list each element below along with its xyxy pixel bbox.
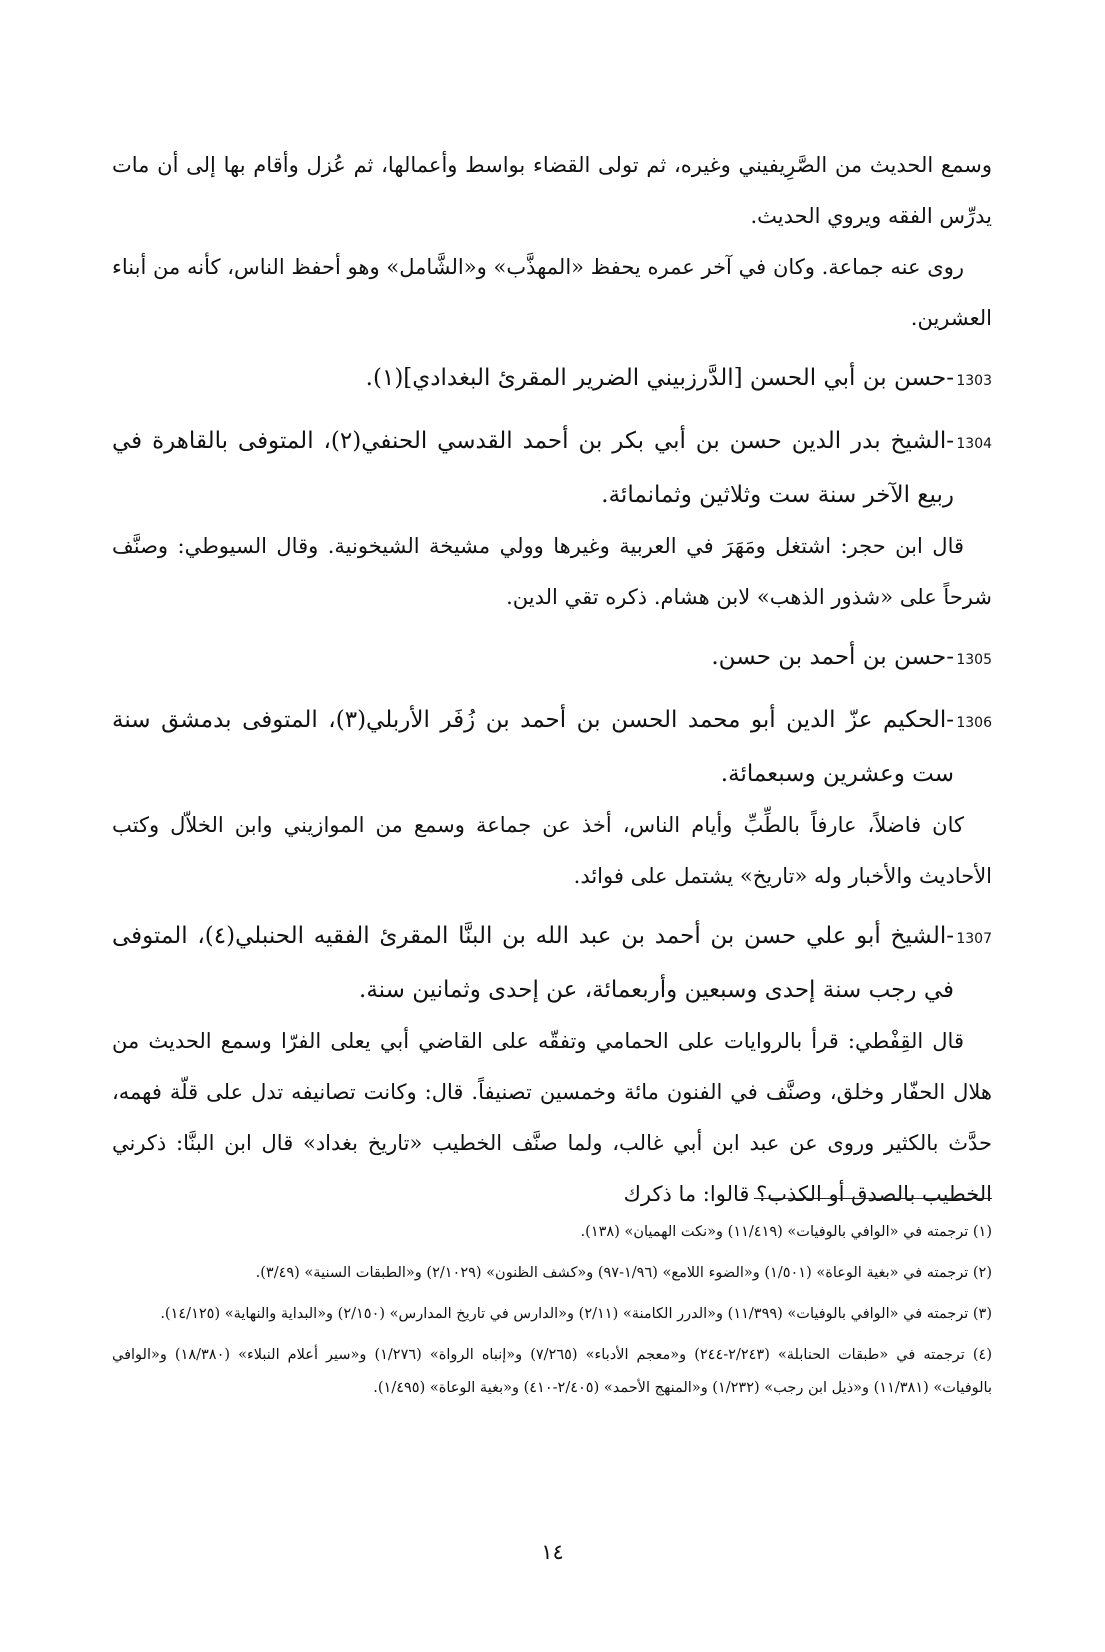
- entry-1306: [112, 695, 992, 800]
- footnote-1: (١) ترجمته في «الوافي بالوفيات» (١١/٤١٩) و«نكت الهميان» (١٣٨).: [580, 1224, 992, 1240]
- footnotes: [112, 1216, 992, 1413]
- entry-text: -الشيخ بدر الدين حسن بن أبي بكر بن أحمد القدسي الحنفي(٢)، المتوفى بالقاهرة في ربيع الآخر سنة ست وثلاثين وثمانمائة.: [112, 428, 955, 508]
- footnote-2: (٢) ترجمته في «بغية الوعاة» (١/٥٠١) و«الضوء اللامع» (١/٩٦-٩٧) و«كشف الظنون» (٢/١٠٢٩) و«الطبقات السنية» (٣/٤٩).: [255, 1265, 992, 1281]
- paragraph: روى عنه جماعة. وكان في آخر عمره يحفظ «المهذَّب» و«الشَّامل» وهو أحفظ الناس، كأنه من أبناء العشرين.: [112, 255, 992, 330]
- entry-number: 1307: [956, 931, 992, 947]
- entry-1307: [112, 911, 992, 1016]
- paragraph: قال ابن حجر: اشتغل ومَهَرَ في العربية وغيرها وولي مشيخة الشيخونية. وقال السيوطي: وصنَّف شرحاً على «شذور الذهب» لابن هشام. ذكره تقي الدين.: [112, 534, 992, 609]
- entry-number: 1303: [956, 373, 992, 389]
- footnote-separator: [754, 1198, 992, 1199]
- paragraph: كان فاضلاً، عارفاً بالطِّبِّ وأيام الناس، أخذ عن جماعة وسمع من الموازيني وابن الخلاّل وكتب الأحاديث والأخبار وله «تاريخ» يشتمل على فوائد.: [112, 813, 992, 888]
- entry-number: 1305: [956, 652, 992, 668]
- entry-text: -حسن بن أبي الحسن [الدَّرزبيني الضرير المقرئ البغدادي](١).: [365, 365, 954, 391]
- entry-number: 1306: [956, 715, 992, 731]
- entry-1305: [112, 632, 992, 686]
- entry-text: -الشيخ أبو علي حسن بن أحمد بن عبد الله بن البنَّا المقرئ الفقيه الحنبلي(٤)، المتوفى في رجب سنة إحدى وسبعين وأربعمائة، عن إحدى وثمانين سنة.: [112, 923, 954, 1003]
- paragraph: قال القِفْطي: قرأ بالروايات على الحمامي وتفقّه على القاضي أبي يعلى الفرّا وسمع الحديث من هلال الحفّار وخلق، وصنَّف في الفنون مائة وخمسين تصنيفاً. قال: وكانت تصانيفه تدل على قلّة فهمه، حدَّث بالكثير وروى عن عبد ابن أبي غالب، ولما صنَّف الخطيب «تاريخ بغداد» قال ابن البنَّا: ذكرني الخطيب بالصدق أو الكذب؟ قالوا: ما ذكرك: [112, 1029, 992, 1206]
- entry-text: -الحكيم عزّ الدين أبو محمد الحسن بن أحمد بن زُفَر الأربلي(٣)، المتوفى بدمشق سنة ست وعشرين وسبعمائة.: [112, 707, 954, 787]
- page-number: ١٤: [541, 1540, 564, 1564]
- entry-text: -حسن بن أحمد بن حسن.: [711, 644, 954, 670]
- main-text: [112, 140, 992, 1220]
- entry-1303: [112, 353, 992, 407]
- footnote-4: (٤) ترجمته في «طبقات الحنابلة» (٢/٢٤٣-٢٤٤) و«معجم الأدباء» (٧/٢٦٥) و«إنباه الرواة» (١/٢٧٦) و«سير أعلام النبلاء» (١٨/٣٨٠) و«الوافي بالوفيات» (١١/٣٨١) و«ذيل ابن رجب» (١/٢٣٢) و«المنهج الأحمد» (٢/٤٠٥-٤١٠) و«بغية الوعاة» (١/٤٩٥).: [112, 1347, 993, 1396]
- entry-number: 1304: [956, 436, 993, 452]
- entry-1304: [112, 416, 992, 521]
- footnote-3: (٣) ترجمته في «الوافي بالوفيات» (١١/٣٩٩) و«الدرر الكامنة» (٢/١١) و«الدارس في تاريخ المدارس» (٢/١٥٠) و«البداية والنهاية» (١٤/١٢٥).: [160, 1306, 992, 1322]
- paragraph: وسمع الحديث من الصَّرِيفيني وغيره، ثم تولى القضاء بواسط وأعمالها، ثم عُزل وأقام بها إلى أن مات يدرِّس الفقه ويروي الحديث.: [112, 153, 992, 228]
